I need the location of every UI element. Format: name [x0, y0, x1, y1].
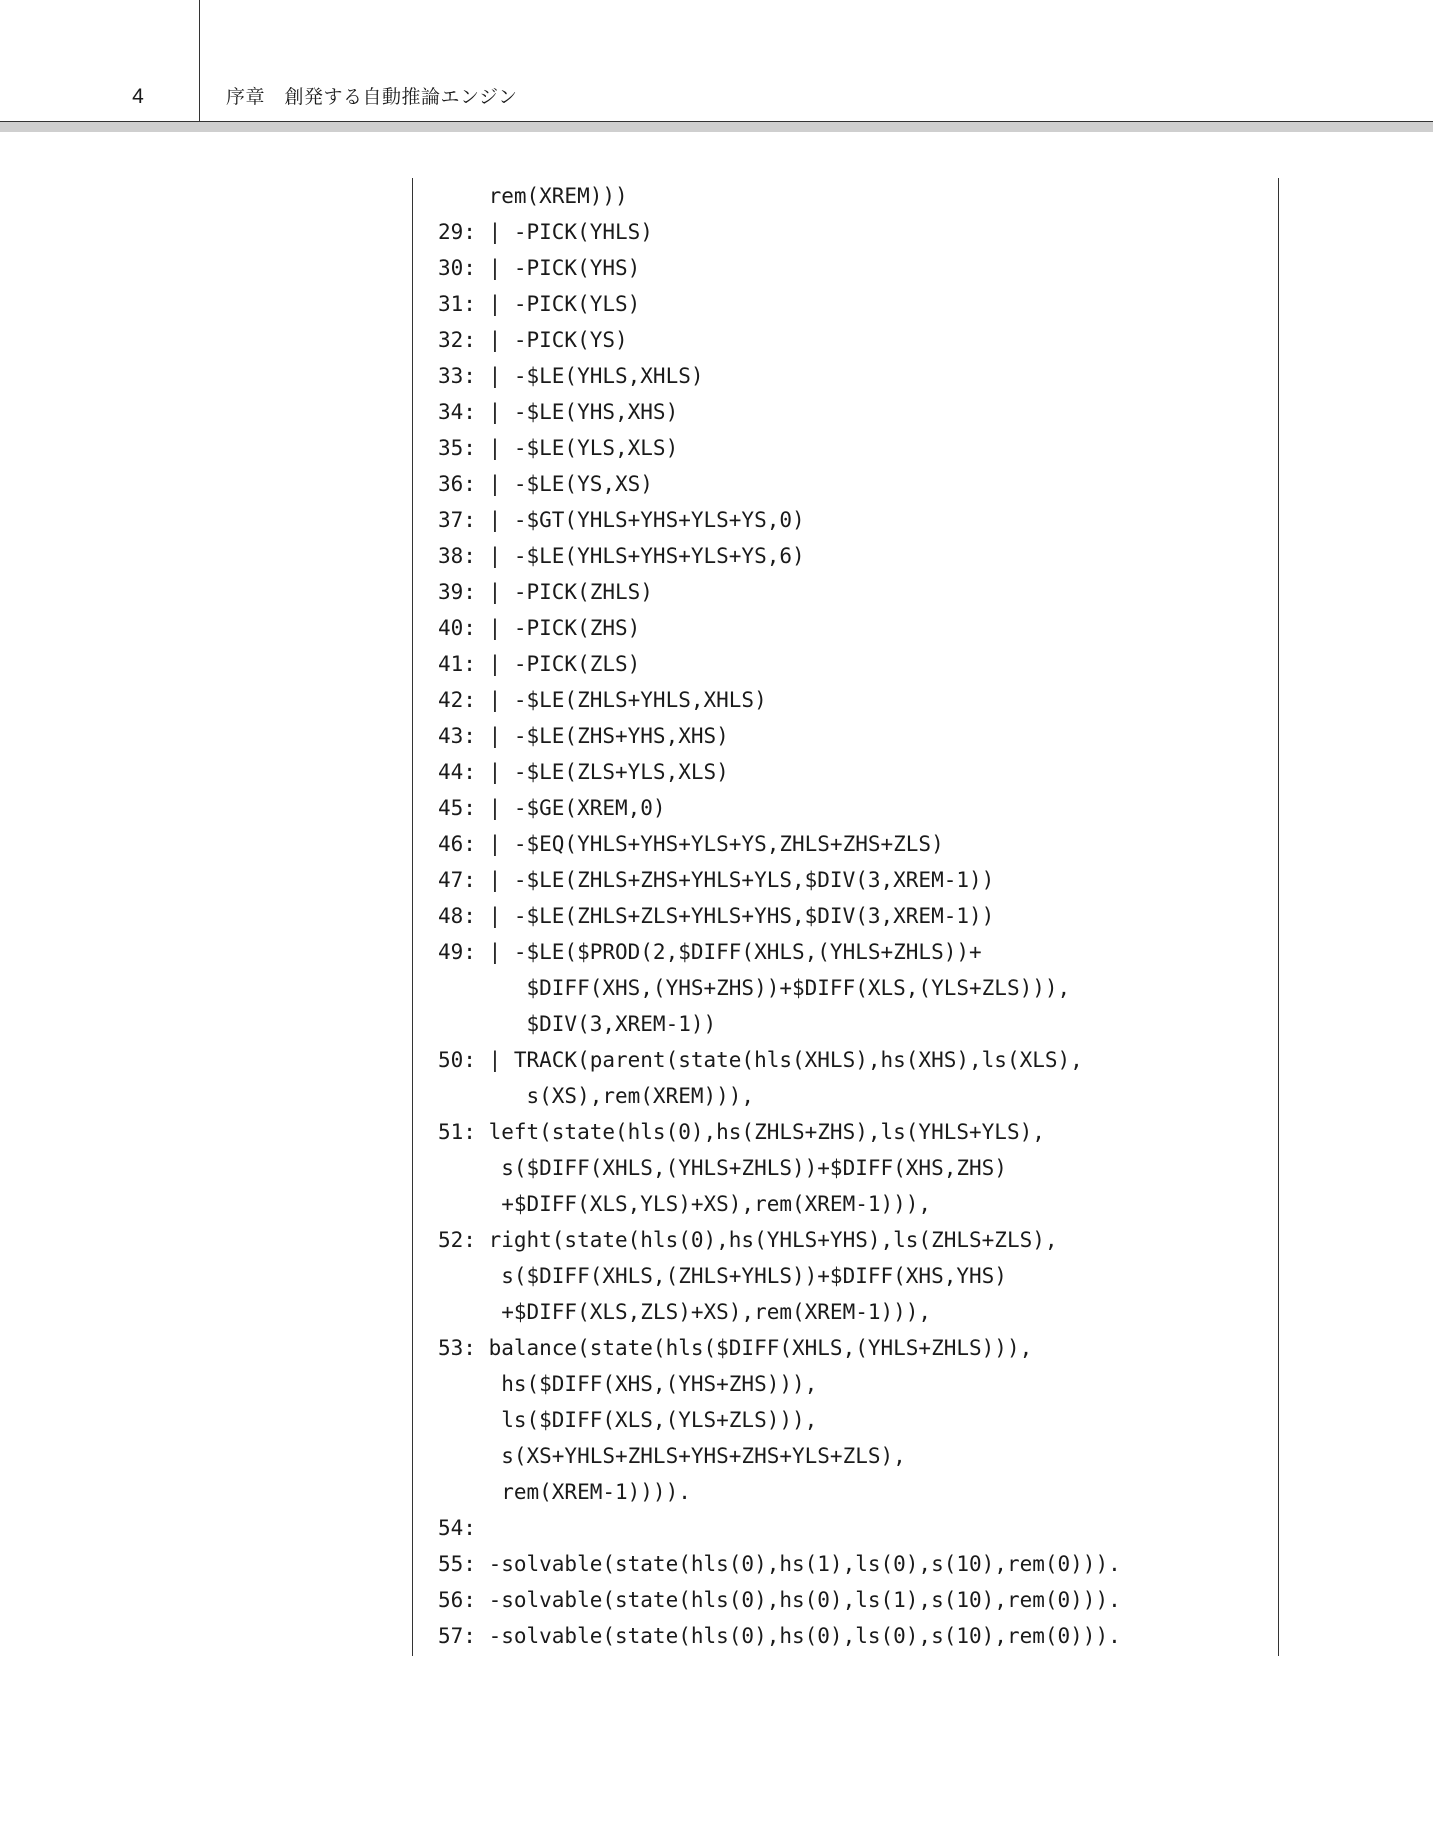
code-line: 38: | -$LE(YHLS+YHS+YLS+YS,6)	[438, 544, 805, 568]
code-line: 36: | -$LE(YS,XS)	[438, 472, 653, 496]
code-line: 34: | -$LE(YHS,XHS)	[438, 400, 679, 424]
code-line: 29: | -PICK(YHLS)	[438, 220, 653, 244]
code-line: s(XS),rem(XREM))),	[438, 1084, 755, 1108]
code-line: 35: | -$LE(YLS,XLS)	[438, 436, 679, 460]
code-line: 53: balance(state(hls($DIFF(XHLS,(YHLS+ZHLS))),	[438, 1336, 1033, 1360]
code-line: 57: -solvable(state(hls(0),hs(0),ls(0),s(10),rem(0))).	[438, 1624, 1121, 1648]
code-line: 56: -solvable(state(hls(0),hs(0),ls(1),s(10),rem(0))).	[438, 1588, 1121, 1612]
page-header	[0, 0, 1433, 122]
code-line: +$DIFF(XLS,YLS)+XS),rem(XREM-1))),	[438, 1192, 932, 1216]
code-line: s(XS+YHLS+ZHLS+YHS+ZHS+YLS+ZLS),	[438, 1444, 906, 1468]
code-line: 48: | -$LE(ZHLS+ZLS+YHLS+YHS,$DIV(3,XREM-1))	[438, 904, 995, 928]
code-line: 44: | -$LE(ZLS+YLS,XLS)	[438, 760, 729, 784]
code-line: +$DIFF(XLS,ZLS)+XS),rem(XREM-1))),	[438, 1300, 932, 1324]
code-line: 31: | -PICK(YLS)	[438, 292, 641, 316]
code-line: 30: | -PICK(YHS)	[438, 256, 641, 280]
page-number: 4	[132, 85, 144, 108]
code-line: 54:	[438, 1516, 476, 1540]
code-line: $DIFF(XHS,(YHS+ZHS))+$DIFF(XLS,(YLS+ZLS))),	[438, 976, 1071, 1000]
code-line: hs($DIFF(XHS,(YHS+ZHS))),	[438, 1372, 818, 1396]
code-line: 40: | -PICK(ZHS)	[438, 616, 641, 640]
header-divider	[199, 0, 200, 122]
code-line: 32: | -PICK(YS)	[438, 328, 628, 352]
code-line: rem(XREM)))	[438, 184, 628, 208]
code-line: s($DIFF(XHLS,(ZHLS+YHLS))+$DIFF(XHS,YHS)	[438, 1264, 1007, 1288]
code-line: 55: -solvable(state(hls(0),hs(1),ls(0),s(10),rem(0))).	[438, 1552, 1121, 1576]
code-line: 39: | -PICK(ZHLS)	[438, 580, 653, 604]
code-line: 46: | -$EQ(YHLS+YHS+YLS+YS,ZHLS+ZHS+ZLS)	[438, 832, 944, 856]
code-line: 45: | -$GE(XREM,0)	[438, 796, 666, 820]
code-line: rem(XREM-1)))).	[438, 1480, 691, 1504]
code-line: 51: left(state(hls(0),hs(ZHLS+ZHS),ls(YHLS+YLS),	[438, 1120, 1045, 1144]
header-shade-band	[0, 122, 1433, 132]
code-listing	[412, 178, 1279, 1656]
code-line: 42: | -$LE(ZHLS+YHLS,XHLS)	[438, 688, 767, 712]
code-line: 43: | -$LE(ZHS+YHS,XHS)	[438, 724, 729, 748]
code-line: 47: | -$LE(ZHLS+ZHS+YHLS+YLS,$DIV(3,XREM-1))	[438, 868, 995, 892]
code-line: ls($DIFF(XLS,(YLS+ZLS))),	[438, 1408, 818, 1432]
code-line: 52: right(state(hls(0),hs(YHLS+YHS),ls(ZHLS+ZLS),	[438, 1228, 1058, 1252]
code-line: 37: | -$GT(YHLS+YHS+YLS+YS,0)	[438, 508, 805, 532]
code-line: $DIV(3,XREM-1))	[438, 1012, 717, 1036]
code-line: 49: | -$LE($PROD(2,$DIFF(XHLS,(YHLS+ZHLS))+	[438, 940, 982, 964]
code-line: 41: | -PICK(ZLS)	[438, 652, 641, 676]
running-title: 序章 創発する自動推論エンジン	[226, 86, 518, 108]
code-block	[438, 178, 1121, 1654]
code-line: s($DIFF(XHLS,(YHLS+ZHLS))+$DIFF(XHS,ZHS)	[438, 1156, 1007, 1180]
code-line: 33: | -$LE(YHLS,XHLS)	[438, 364, 704, 388]
code-line: 50: | TRACK(parent(state(hls(XHLS),hs(XHS),ls(XLS),	[438, 1048, 1083, 1072]
